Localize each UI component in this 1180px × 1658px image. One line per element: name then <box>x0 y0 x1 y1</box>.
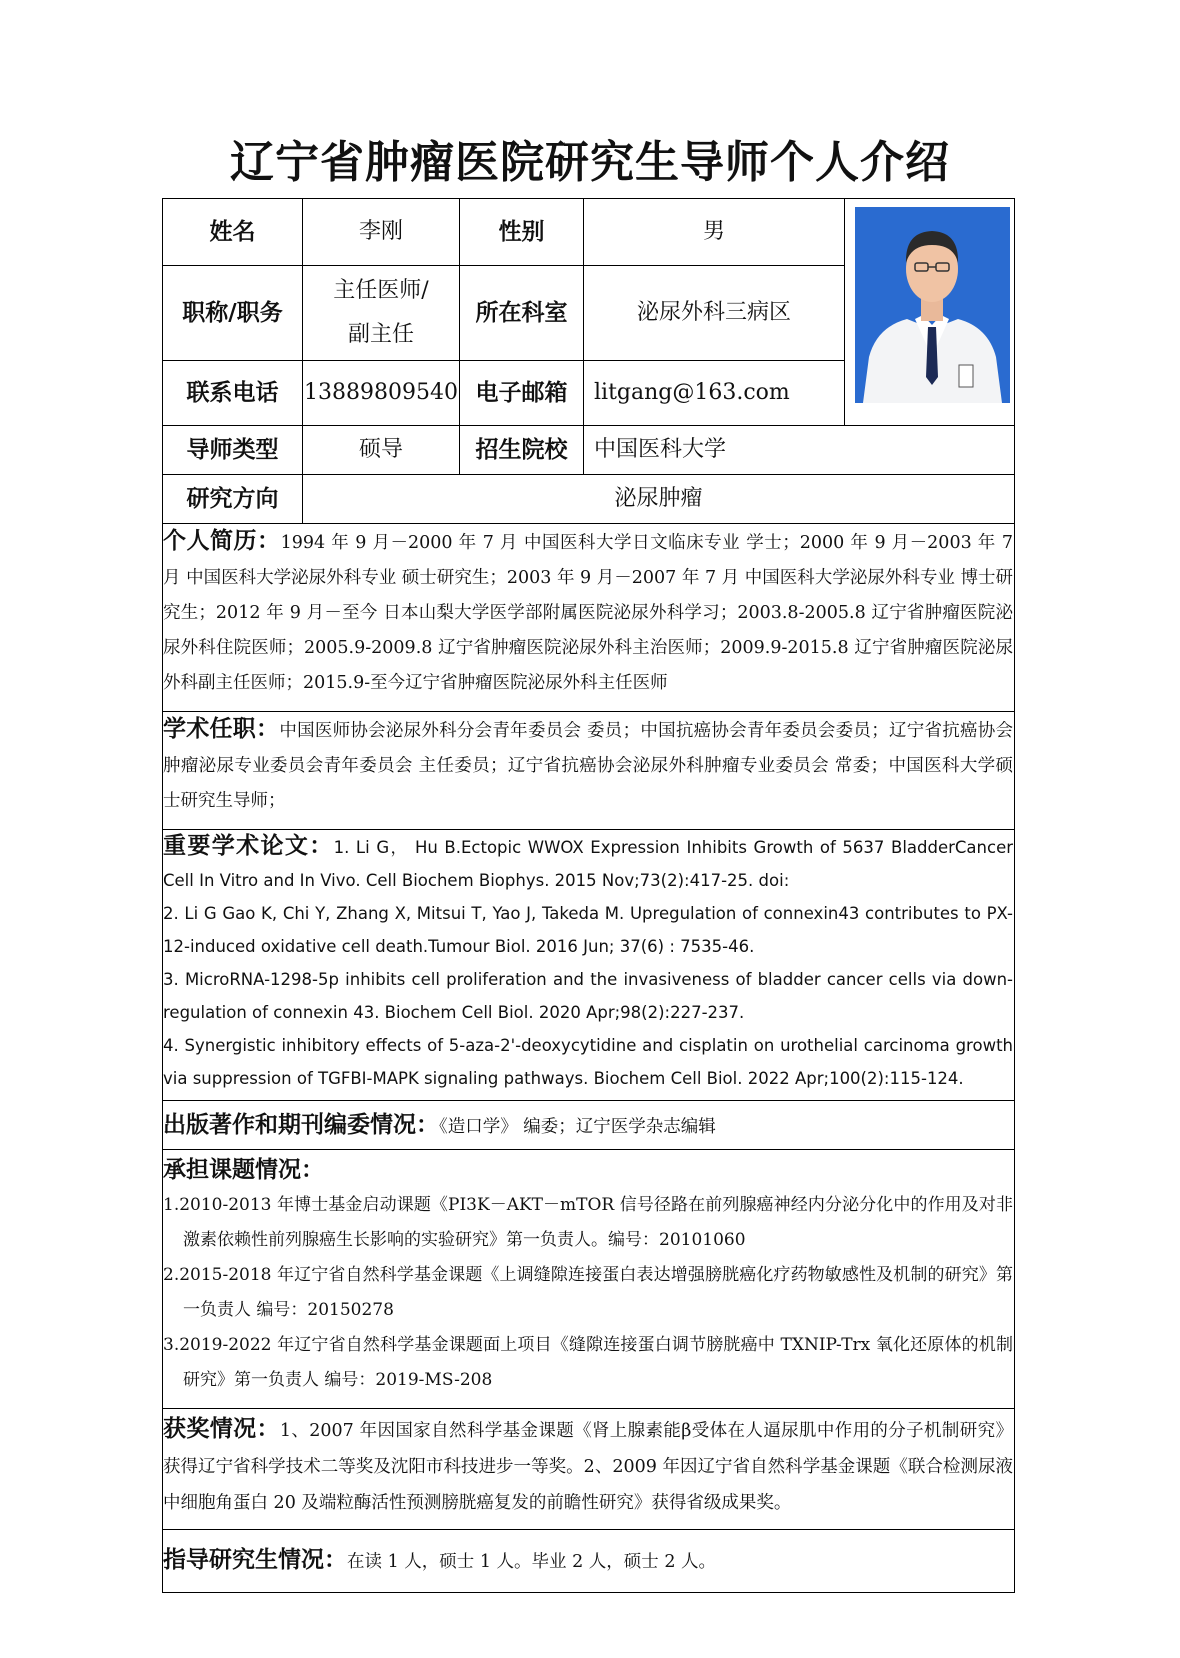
publications-section <box>163 1106 1013 1146</box>
table-border <box>1014 198 1015 1593</box>
projects-heading: 承担课题情况： <box>163 1157 324 1183</box>
paper-item: 3. MicroRNA-1298-5p inhibits cell proliferation and the invasiveness of bladder cancer cells via down-regulation of connexin 43. Biochem Cell Biol. 2020 Apr;98(2):227-237. <box>163 970 1013 1022</box>
students-heading: 指导研究生情况： <box>163 1547 347 1573</box>
gender-value: 男 <box>702 219 725 244</box>
tutor-type-value: 硕导 <box>358 437 403 462</box>
job-title-label: 职称/职务 <box>182 300 283 326</box>
table-border <box>162 1592 1015 1593</box>
papers-section <box>163 830 1013 1095</box>
research-value: 泌尿肿瘤 <box>614 486 703 511</box>
awards-section <box>163 1411 1013 1521</box>
table-border <box>162 1100 1015 1101</box>
students-section <box>163 1540 1013 1582</box>
department-label: 所在科室 <box>475 300 568 326</box>
job-title-value: 主任医师/副主任 <box>333 278 429 347</box>
tutor-type-label: 导师类型 <box>186 437 279 463</box>
students-text: 在读 1 人，硕士 1 人。毕业 2 人，硕士 2 人。 <box>347 1552 717 1572</box>
awards-text: 1、2007 年因国家自然科学基金课题《肾上腺素能β受体在人逼尿肌中作用的分子机制研究》获得辽宁省科学技术二等奖及沈阳市科技进步一等奖。2、2009 年因辽宁省自然科学基金课题《联合检测尿液中细胞角蛋白 20 及端粒酶活性预测膀胱癌复发的前瞻性研究》获得省级成果奖。 <box>163 1421 1013 1513</box>
table-border <box>162 1529 1015 1530</box>
research-label: 研究方向 <box>186 486 279 512</box>
publications-heading: 出版著作和期刊编委情况： <box>163 1112 439 1138</box>
paper-item: 2. Li G Gao K, Chi Y, Zhang X, Mitsui T, Yao J, Takeda M. Upregulation of connexin43 contributes to PX-12-induced oxidative cell death.Tumour Biol. 2016 Jun; 37(6) : 7535-46. <box>163 904 1013 956</box>
department-value: 泌尿外科三病区 <box>636 300 791 325</box>
projects-section <box>163 1153 1013 1398</box>
table-border <box>844 198 845 426</box>
awards-heading: 获奖情况： <box>163 1416 280 1442</box>
positions-section <box>163 712 1013 819</box>
page-title: 辽宁省肿瘤医院研究生导师个人介绍 <box>230 137 950 188</box>
name-value: 李刚 <box>358 219 403 244</box>
resume-heading: 个人简历： <box>163 528 281 554</box>
resume-section <box>163 524 1013 701</box>
paper-item: 1. Li G， Hu B.Ectopic WWOX Expression Inhibits Growth of 5637 BladderCancer Cell In Vitro and In Vivo. Cell Biochem Biophys. 2015 Nov;73(2):417-25. doi: <box>163 838 1014 890</box>
project-item: 1.2010-2013 年博士基金启动课题《PI3K－AKT－mTOR 信号径路在前列腺癌神经内分泌分化中的作用及对非激素依赖性前列腺癌生长影响的实验研究》第一负责人。编号：20101060 <box>163 1195 1013 1250</box>
positions-text: 中国医师协会泌尿外科分会青年委员会 委员；中国抗癌协会青年委员会委员；辽宁省抗癌协会肿瘤泌尿专业委员会青年委员会 主任委员；辽宁省抗癌协会泌尿外科肿瘤专业委员会 常委；中国医科大学硕士研究生导师； <box>163 721 1014 811</box>
papers-heading: 重要学术论文： <box>163 833 334 859</box>
phone-label: 联系电话 <box>186 380 279 406</box>
project-item: 2.2015-2018 年辽宁省自然科学基金课题《上调缝隙连接蛋白表达增强膀胱癌化疗药物敏感性及机制的研究》第一负责人 编号：20150278 <box>163 1265 1013 1320</box>
school-label: 招生院校 <box>475 437 568 463</box>
table-border <box>162 1408 1015 1409</box>
gender-label: 性别 <box>498 219 545 245</box>
resume-text: 1994 年 9 月－2000 年 7 月 中国医科大学日文临床专业 学士；2000 年 9 月－2003 年 7 月 中国医科大学泌尿外科专业 硕士研究生；2003 年 9 月－2007 年 7 月 中国医科大学泌尿外科专业 博士研究生；2012 年 9 月－至今 日本山梨大学医学部附属医院泌尿外科学习；2003.8-2005.8 辽宁省肿瘤医院泌尿外科住院医师；2005.9-2009.8 辽宁省肿瘤医院泌尿外科主治医师；2009.9-2015.8 辽宁省肿瘤医院泌尿外科副主任医师；2015.9-至今辽宁省肿瘤医院泌尿外科主任医师 <box>163 533 1014 693</box>
profile-photo <box>855 207 1010 403</box>
phone-value: 13889809540 <box>304 380 458 405</box>
table-border <box>162 1149 1015 1150</box>
school-value: 中国医科大学 <box>594 437 727 462</box>
paper-item: 4. Synergistic inhibitory effects of 5-aza-2'-deoxycytidine and cisplatin on urothelial carcinoma growth via suppression of TGFBI-MAPK signaling pathways. Biochem Cell Biol. 2022 Apr;100(2):115-124. <box>163 1036 1013 1088</box>
publications-text: 《造口学》 编委；辽宁医学杂志编辑 <box>439 1117 716 1137</box>
positions-heading: 学术任职： <box>163 716 280 742</box>
project-item: 3.2019-2022 年辽宁省自然科学基金课题面上项目《缝隙连接蛋白调节膀胱癌中 TXNIP-Trx 氧化还原体的机制研究》第一负责人 编号：2019-MS-208 <box>163 1335 1013 1390</box>
email-label: 电子邮箱 <box>475 380 568 406</box>
name-label: 姓名 <box>209 219 256 245</box>
email-value: litgang@163.com <box>594 380 790 405</box>
